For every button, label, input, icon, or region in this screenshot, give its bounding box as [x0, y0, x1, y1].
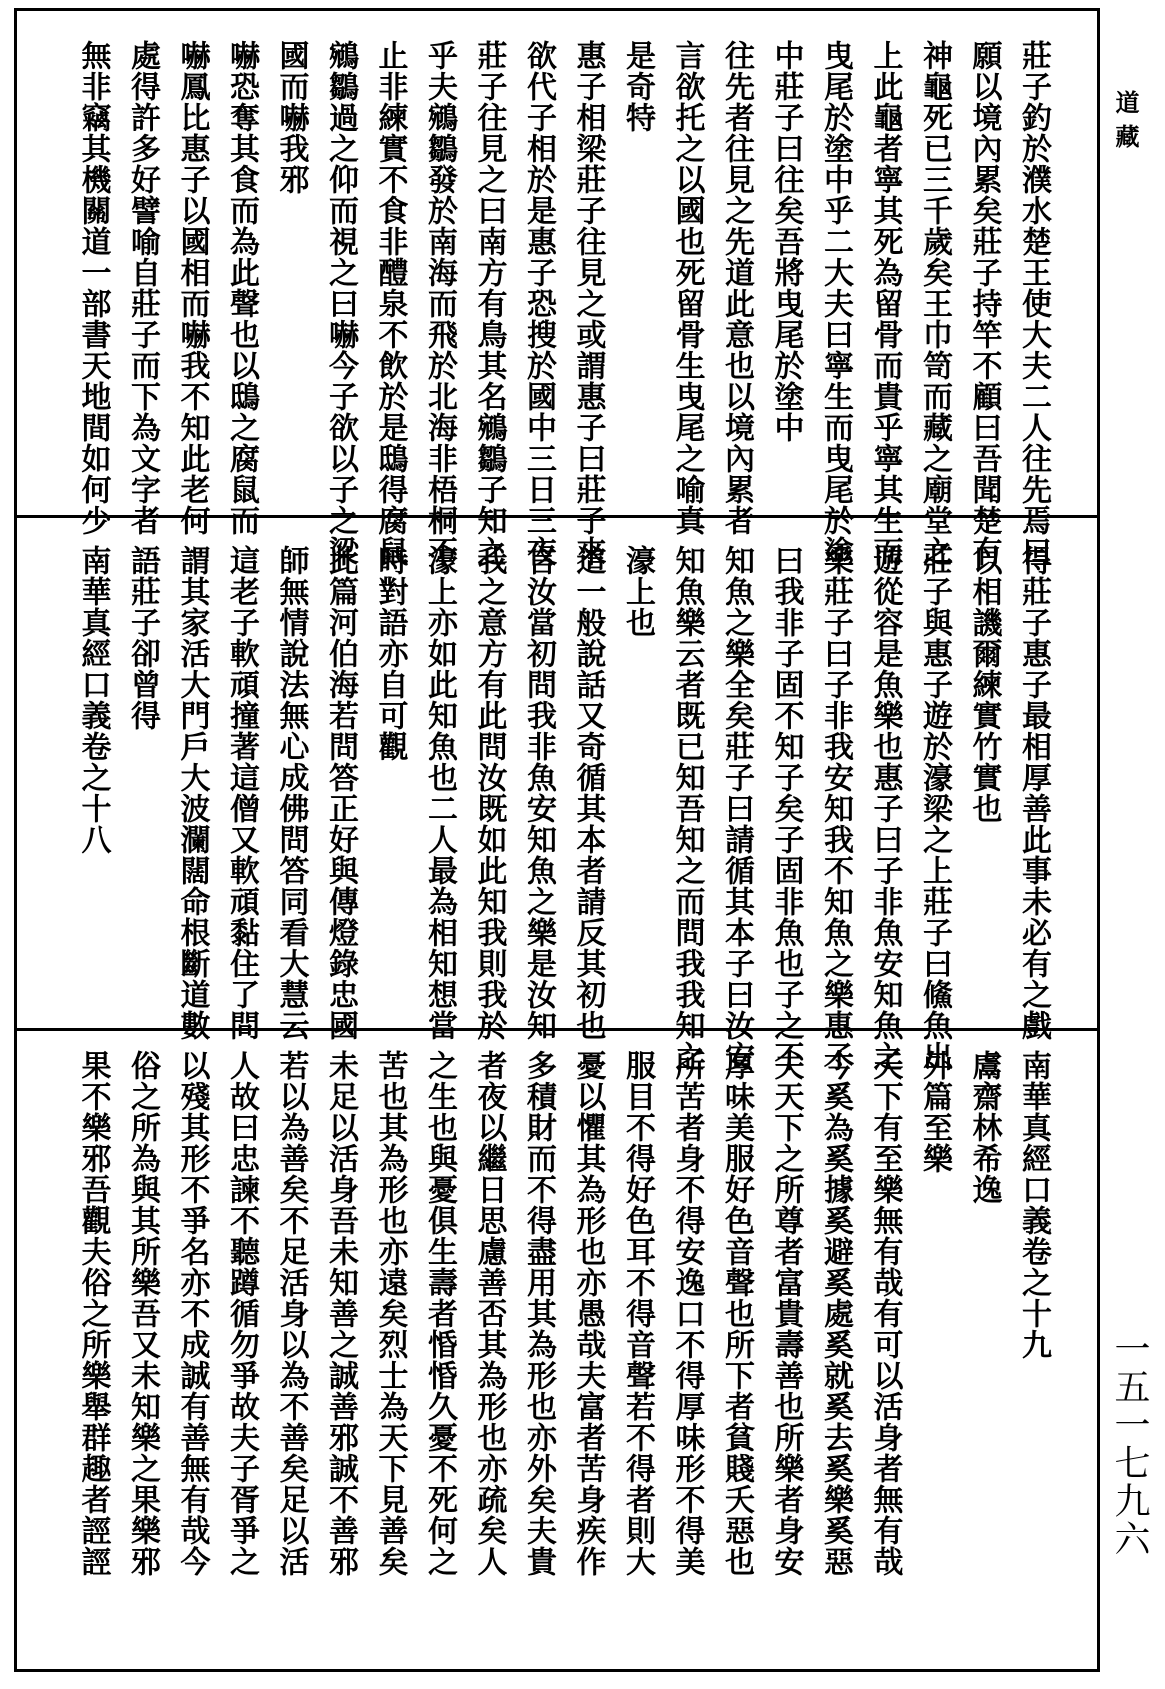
text-column: 語莊子卻曾得	[125, 545, 160, 731]
text-column: 曳尾於塗中乎二大夫曰寧生而曳尾於塗	[818, 40, 853, 567]
text-column: 鵷鶵過之仰而視之曰嚇今子欲以子之梁	[323, 40, 358, 567]
text-column: 上此龜者寧其死為留骨而貴乎寧其生而	[867, 40, 903, 567]
text-column: 天下有至樂無有哉有可以活身者無有哉	[867, 1050, 903, 1577]
text-column: 國而嚇我邪	[273, 40, 309, 195]
text-column: 言欲托之以國也死留骨生曳尾之喻真	[669, 40, 705, 536]
text-column: 我之意方有此問汝既如此知我則我於	[471, 545, 507, 1041]
text-column: 乎夫鵷鶵發於南海而飛於北海非梧桐不	[422, 40, 457, 567]
text-column: 外篇至樂	[917, 1050, 952, 1174]
text-column: 嚇鳳比惠子以國相而嚇我不知此老何	[174, 40, 210, 536]
text-column: 知魚樂云者既已知吾知之而問我我知之	[669, 545, 705, 1072]
text-column: 服目不得好色耳不得音聲若不得者則大	[620, 1050, 655, 1577]
text-column: 言汝當初問我非魚安知魚之樂是汝知	[521, 545, 556, 1041]
text-column: 以相譏爾練實竹實也	[966, 545, 1002, 824]
text-column: 曰我非子固不知子矣子固非魚也子之不	[768, 545, 804, 1072]
text-column: 知魚之樂全矣莊子曰請循其本子曰汝安	[719, 545, 754, 1072]
text-column: 中莊子曰往矣吾將曳尾於塗中	[768, 40, 804, 443]
text-column: 夫天下之所尊者富貴壽善也所樂者身安	[768, 1050, 804, 1577]
text-column: 以殘其形不爭名亦不成誠有善無有哉今	[174, 1050, 210, 1577]
text-column: 厚味美服好色音聲也所下者貧賤夭惡也	[719, 1050, 754, 1577]
text-column: 神龜死已三千歲矣王巾笥而藏之廟堂之	[917, 40, 952, 567]
text-column: 此篇河伯海若問答正好與傳燈錄忠國	[323, 545, 358, 1041]
text-column: 濠上亦如此知魚也二人最為相知想當	[422, 545, 457, 1041]
text-column: 南華真經口義卷之十八	[75, 545, 111, 855]
text-column: 今奚為奚據奚避奚處奚就奚去奚樂奚惡	[818, 1050, 853, 1577]
text-column: 果不樂邪吾觀夫俗之所樂舉群趣者誙誙	[75, 1050, 111, 1577]
text-column: 得莊子惠子最相厚善此事未必有之戲	[1016, 545, 1051, 1041]
text-column: 若以為善矣不足活身以為不善矣足以活	[273, 1050, 309, 1577]
text-column: 鬳齋林希逸	[966, 1050, 1002, 1205]
text-column: 者夜以繼日思慮善否其為形也亦疏矣人	[471, 1050, 507, 1577]
collection-label: 道藏	[1111, 90, 1140, 158]
text-column: 之生也與憂俱生壽者惛惛久憂不死何之	[422, 1050, 457, 1577]
text-column: 時對語亦自可觀	[372, 545, 408, 762]
text-column: 欲代子相於是惠子恐搜於國中三日三夜	[521, 40, 556, 567]
text-column: 莊子往見之曰南方有鳥其名鵷鶵子知之	[471, 40, 507, 567]
text-column: 往先者往見之先道此意也以境內累者	[719, 40, 754, 536]
text-column: 苦也其為形也亦遠矣烈士為天下見善矣	[372, 1050, 408, 1577]
page-number: 一五一七九六	[1109, 1330, 1150, 1558]
text-column: 這老子軟頑撞著這僧又軟頑黏住了問	[224, 545, 259, 1041]
text-column: 濠上也	[620, 545, 655, 638]
text-column: 師無情說法無心成佛問答同看大慧云	[273, 545, 309, 1041]
text-column: 處得許多好譬喻自莊子而下為文字者	[125, 40, 160, 536]
text-column: 無非竊其機關道一部書天地間如何少	[75, 40, 111, 536]
text-column: 願以境內累矣莊子持竿不顧曰吾聞楚有	[966, 40, 1002, 567]
text-column: 未足以活身吾未知善之誠善邪誠不善邪	[323, 1050, 358, 1577]
text-column: 多積財而不得盡用其為形也亦外矣夫貴	[521, 1050, 556, 1577]
text-column: 憂以懼其為形也亦愚哉夫富者苦身疾作	[570, 1050, 606, 1577]
text-column: 止非練實不食非醴泉不飲於是鴟得腐鼠	[372, 40, 408, 567]
text-column: 莊子與惠子遊於濠梁之上莊子曰鯈魚出	[917, 545, 952, 1072]
text-column: 惠子相梁莊子往見之或謂惠子曰莊子來	[570, 40, 606, 567]
text-column: 所苦者身不得安逸口不得厚味形不得美	[669, 1050, 705, 1577]
text-column: 莊子釣於濮水楚王使大夫二人往先焉曰	[1016, 40, 1051, 567]
text-column: 是奇特	[620, 40, 655, 133]
text-column: 俗之所為與其所樂吾又未知樂之果樂邪	[125, 1050, 160, 1577]
text-column: 人故曰忠諫不聽蹲循勿爭故夫子胥爭之	[224, 1050, 259, 1577]
text-column: 樂莊子曰子非我安知我不知魚之樂惠子	[818, 545, 853, 1072]
text-column: 這一般說話又奇循其本者請反其初也	[570, 545, 606, 1041]
text-column: 南華真經口義卷之十九	[1016, 1050, 1051, 1360]
text-column: 謂其家活大門戶大波瀾闊命根斷道數	[174, 545, 210, 1041]
text-column: 遊從容是魚樂也惠子曰子非魚安知魚之	[867, 545, 903, 1072]
text-column: 嚇恐奪其食而為此聲也以鴟之腐鼠而	[224, 40, 259, 536]
